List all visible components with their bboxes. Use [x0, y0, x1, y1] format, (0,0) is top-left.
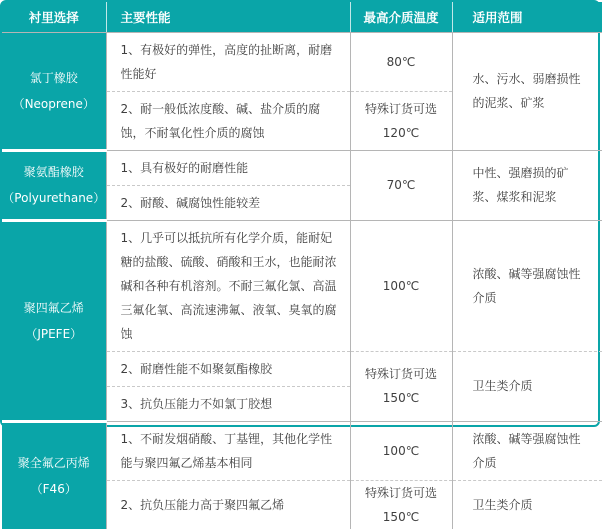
performance-cell: 2、耐磨性能不如聚氨酯橡胶 — [106, 351, 350, 386]
column-header-performance: 主要性能 — [106, 2, 350, 32]
lining-name-en: （JPEFE） — [25, 326, 83, 341]
lining-name: 氯丁橡胶 — [29, 70, 78, 85]
range-cell: 浓酸、碱等强腐蚀性介质 — [452, 421, 602, 480]
temperature-cell — [350, 480, 452, 529]
table-row — [2, 32, 602, 91]
temperature-line: 150℃ — [382, 391, 420, 405]
column-header-temperature: 最高介质温度 — [350, 2, 452, 32]
performance-cell: 2、耐一般低浓度酸、碱、盐介质的腐蚀，不耐氧化性介质的腐蚀 — [106, 91, 350, 150]
temperature-cell — [350, 91, 452, 150]
temperature-line: 80℃ — [386, 54, 416, 69]
range-cell: 中性、强磨损的矿浆、煤浆和泥浆 — [452, 150, 602, 220]
temperature-line: 100℃ — [382, 278, 420, 293]
temperature-line: 120℃ — [382, 125, 420, 140]
performance-cell: 1、不耐发烟硝酸、丁基锂，其他化学性能与聚四氟乙烯基本相同 — [106, 421, 350, 480]
table-row — [2, 150, 602, 185]
lining-name-en: （F46） — [30, 481, 77, 496]
temperature-cell — [350, 421, 452, 480]
lining-name: 聚氨酯橡胶 — [23, 165, 84, 179]
header-row — [2, 2, 602, 32]
temperature-line: 特殊订货可选 — [364, 101, 437, 116]
lining-name-cell — [2, 32, 106, 150]
column-header-range: 适用范围 — [452, 2, 602, 32]
performance-cell: 1、具有极好的耐磨性能 — [106, 150, 350, 185]
table-row — [2, 220, 602, 351]
temperature-cell — [350, 220, 452, 351]
range-cell: 水、污水、弱磨损性的泥浆、矿浆 — [452, 32, 602, 150]
lining-selection-table — [2, 2, 602, 529]
lining-name-cell — [2, 421, 106, 529]
performance-cell: 2、抗负压能力高于聚四氟乙烯 — [106, 480, 350, 529]
performance-cell: 1、几乎可以抵抗所有化学介质，能耐妃糖的盐酸、硫酸、硝酸和王水，也能耐浓碱和各种有机溶剂。不耐三氟化氯、高温三氟化氧、高流速沸氟、液氧、臭氧的腐蚀 — [106, 220, 350, 351]
column-header-lining: 衬里选择 — [2, 2, 106, 32]
temperature-line: 150℃ — [382, 509, 420, 524]
temperature-cell — [350, 32, 452, 91]
range-cell: 卫生类介质 — [452, 351, 602, 421]
temperature-cell — [350, 351, 452, 421]
lining-name-cell — [2, 220, 106, 421]
lining-name: 聚全氟乙丙烯 — [17, 455, 90, 470]
performance-cell: 1、有极好的弹性，高度的扯断离，耐磨性能好 — [120, 42, 333, 81]
table-row — [2, 421, 602, 480]
temperature-line: 100℃ — [382, 443, 420, 458]
temperature-line: 特殊订货可选 — [364, 367, 437, 381]
temperature-cell — [350, 150, 452, 220]
temperature-line: 特殊订货可选 — [364, 485, 437, 500]
lining-name-en: （Neoprene） — [12, 96, 95, 111]
lining-name-cell — [2, 150, 106, 220]
lining-name: 聚四氟乙烯 — [23, 300, 84, 315]
range-cell: 浓酸、碱等强腐蚀性介质 — [452, 220, 602, 351]
performance-cell: 2、耐酸、碱腐蚀性能较差 — [106, 185, 350, 220]
temperature-line: 70℃ — [386, 178, 416, 192]
range-cell: 卫生类介质 — [452, 480, 602, 529]
lining-name-en: （Polyurethane） — [2, 191, 106, 205]
performance-cell: 3、抗负压能力不如氯丁胶想 — [106, 386, 350, 421]
